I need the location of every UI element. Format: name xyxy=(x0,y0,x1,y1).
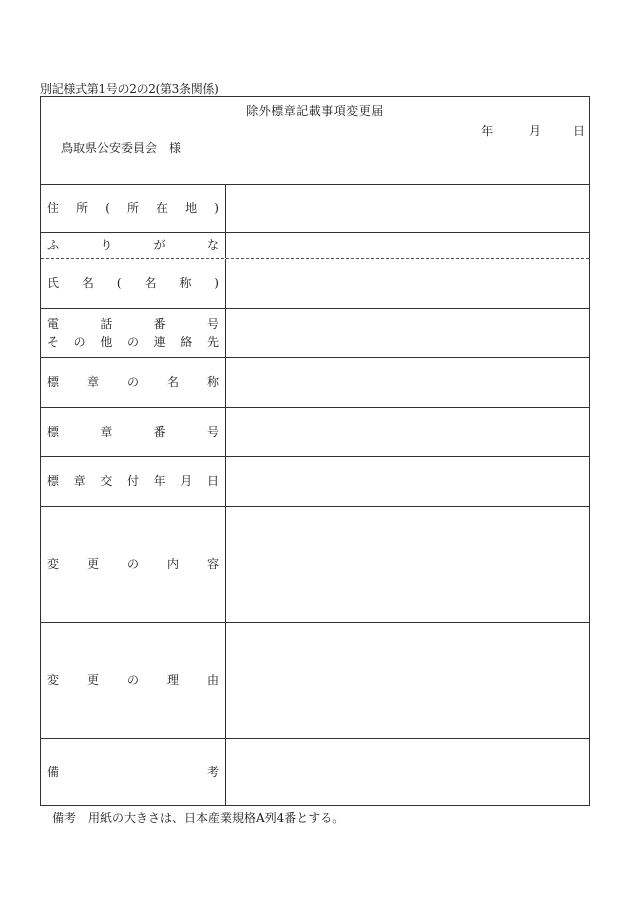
row-change-content xyxy=(41,507,589,623)
mark-number-input[interactable] xyxy=(227,408,589,456)
date-day-label: 日 xyxy=(573,124,586,138)
label-cell xyxy=(41,457,226,506)
row-address xyxy=(41,184,589,233)
form-reference: 別記様式第1号の2の2(第3条関係) xyxy=(40,82,219,96)
row-phone xyxy=(41,309,589,358)
row-name xyxy=(41,259,589,309)
label-cell xyxy=(41,739,226,805)
addressee: 鳥取県公安委員会 様 xyxy=(61,141,182,155)
label-cell xyxy=(41,507,226,622)
mark-name-input[interactable] xyxy=(227,358,589,407)
date-month-label: 月 xyxy=(529,124,542,138)
date-year-label: 年 xyxy=(481,124,494,138)
row-label: 備 考 xyxy=(47,765,219,779)
label-cell xyxy=(41,623,226,738)
phone-input[interactable] xyxy=(227,309,589,357)
row-issue-date xyxy=(41,457,589,507)
row-label: 変 更 の 理 由 xyxy=(47,673,219,687)
row-label: 標 章 番 号 xyxy=(47,425,219,439)
address-input[interactable] xyxy=(227,184,589,232)
furigana-input[interactable] xyxy=(227,233,589,258)
row-label: 標 章 の 名 称 xyxy=(47,375,219,389)
change-notification-form xyxy=(40,96,590,806)
date-field[interactable] xyxy=(481,122,586,138)
row-mark-number xyxy=(41,408,589,457)
footnote: 備考 用紙の大きさは、日本産業規格A列4番とする。 xyxy=(52,811,345,825)
row-label: そ の 他 の 連 絡 先 xyxy=(47,335,219,349)
row-label: ふ り が な xyxy=(47,238,219,252)
label-cell xyxy=(41,358,226,407)
label-cell xyxy=(41,233,226,258)
change-reason-input[interactable] xyxy=(227,623,589,738)
row-label: 標 章 交 付 年 月 日 xyxy=(47,474,219,488)
row-label: 氏 名 ( 名 称 ) xyxy=(47,276,219,290)
document-title: 除外標章記載事項変更届 xyxy=(246,104,384,118)
row-furigana xyxy=(41,233,589,259)
label-cell xyxy=(41,408,226,456)
row-label: 電 話 番 号 xyxy=(47,317,219,331)
remarks-input[interactable] xyxy=(227,739,589,805)
label-cell xyxy=(41,309,226,357)
change-content-input[interactable] xyxy=(227,507,589,622)
row-label: 住 所 ( 所 在 地 ) xyxy=(47,201,219,215)
row-change-reason xyxy=(41,623,589,739)
form-header xyxy=(41,97,589,185)
row-mark-name xyxy=(41,358,589,408)
issue-date-input[interactable] xyxy=(227,457,589,506)
row-label: 変 更 の 内 容 xyxy=(47,557,219,571)
row-remarks xyxy=(41,739,589,805)
label-cell xyxy=(41,184,226,232)
name-input[interactable] xyxy=(227,259,589,308)
label-cell xyxy=(41,259,226,308)
